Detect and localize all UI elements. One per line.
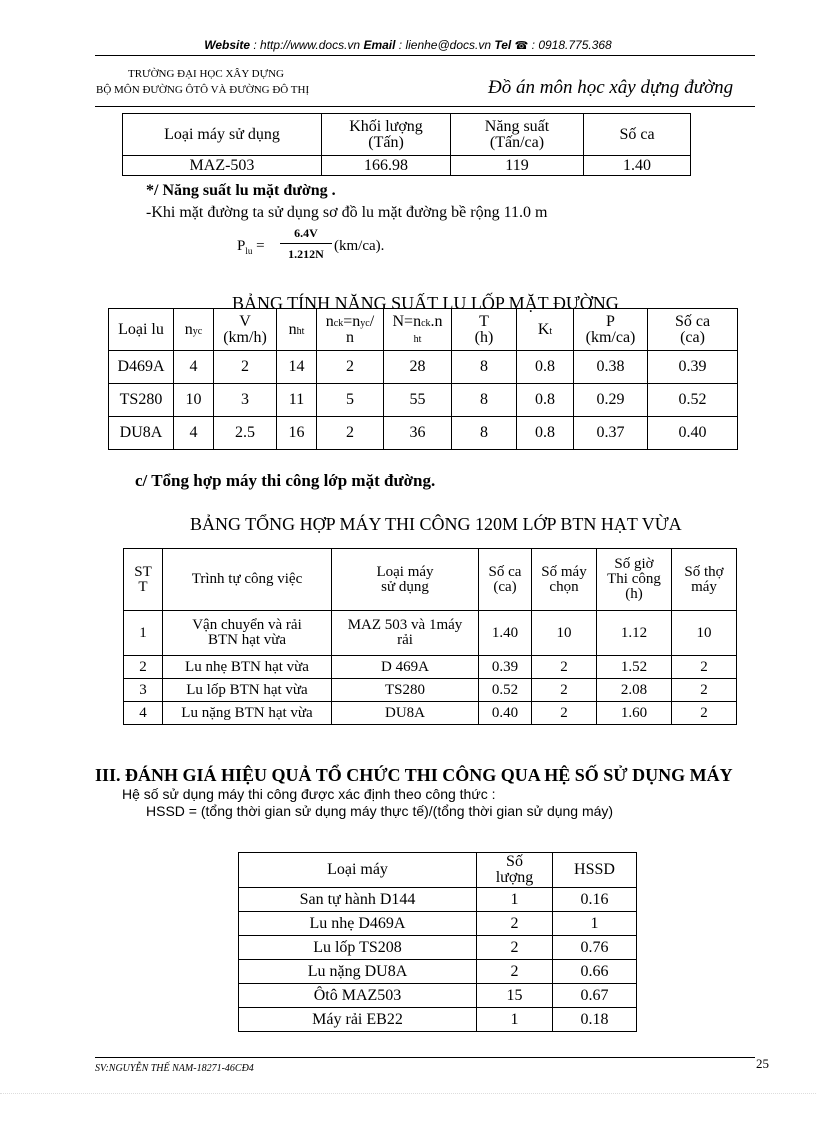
table-row bbox=[124, 702, 737, 725]
table-header-cell: nyc bbox=[174, 309, 214, 351]
table-cell: 2 bbox=[124, 656, 163, 679]
project-title: Đồ án môn học xây dựng đường bbox=[488, 77, 734, 98]
table-cell: 1.60 bbox=[597, 702, 672, 725]
department-name: BỘ MÔN ĐƯỜNG ÔTÔ VÀ ĐƯỜNG ĐÔ THỊ bbox=[96, 84, 310, 96]
table-cell: 3 bbox=[124, 679, 163, 702]
table-cell: 3 bbox=[214, 384, 277, 417]
table-row bbox=[109, 384, 738, 417]
machine-summary-table bbox=[123, 548, 737, 725]
table-cell: 2 bbox=[672, 679, 737, 702]
table-cell: 11 bbox=[277, 384, 317, 417]
table-cell: 16 bbox=[277, 417, 317, 450]
table-cell: 1.12 bbox=[597, 611, 672, 656]
table-cell: 10 bbox=[174, 384, 214, 417]
table-cell: 2 bbox=[317, 417, 384, 450]
section-heading-roller: */ Năng suất lu mặt đường . bbox=[146, 182, 336, 199]
table-cell: 2 bbox=[672, 656, 737, 679]
table-cell: MAZ 503 và 1máy rải bbox=[332, 611, 479, 656]
table-header-cell: Loại máy sử dụng bbox=[332, 549, 479, 611]
table-cell: 36 bbox=[384, 417, 452, 450]
table-cell: DU8A bbox=[109, 417, 174, 450]
table-cell: 2 bbox=[672, 702, 737, 725]
website-header bbox=[0, 38, 816, 52]
table-cell: 2 bbox=[477, 960, 553, 984]
table-cell: 8 bbox=[452, 417, 517, 450]
table-cell: 14 bbox=[277, 351, 317, 384]
tel-number: : 0918.775.368 bbox=[528, 38, 612, 52]
table-row bbox=[109, 417, 738, 450]
hssd-formula-text: HSSD = (tổng thời gian sử dụng máy thực tế)/(tổng thời gian sử dụng máy) bbox=[146, 803, 614, 819]
table-cell: Ôtô MAZ503 bbox=[239, 984, 477, 1008]
table-cell: 0.39 bbox=[479, 656, 532, 679]
table-cell: 0.66 bbox=[553, 960, 637, 984]
table-cell: 0.52 bbox=[648, 384, 738, 417]
table-header-cell: nht bbox=[277, 309, 317, 351]
table-cell: 2 bbox=[532, 679, 597, 702]
table-row bbox=[124, 679, 737, 702]
table-cell: Lu nặng BTN hạt vừa bbox=[163, 702, 332, 725]
table-header-cell: Số ca (ca) bbox=[479, 549, 532, 611]
header-top-rule bbox=[95, 55, 755, 56]
table-cell: 2 bbox=[317, 351, 384, 384]
website-label: Website bbox=[204, 38, 251, 52]
school-name: TRƯỜNG ĐẠI HỌC XÂY DỰNG bbox=[128, 68, 284, 80]
table-cell: TS280 bbox=[332, 679, 479, 702]
table-row bbox=[124, 656, 737, 679]
table-cell: TS280 bbox=[109, 384, 174, 417]
hssd-table bbox=[238, 852, 637, 1032]
table-header-cell: Số máy chọn bbox=[532, 549, 597, 611]
table-cell: 15 bbox=[477, 984, 553, 1008]
table-cell: 4 bbox=[174, 417, 214, 450]
table-header-cell: HSSD bbox=[553, 853, 637, 888]
table-cell: 10 bbox=[532, 611, 597, 656]
table-cell: 0.8 bbox=[517, 384, 574, 417]
table-cell: 1.40 bbox=[584, 156, 691, 176]
table-header-row bbox=[239, 853, 637, 888]
table-header-cell: Số lượng bbox=[477, 853, 553, 888]
table-cell: 5 bbox=[317, 384, 384, 417]
table-cell: 0.8 bbox=[517, 417, 574, 450]
table-cell: MAZ-503 bbox=[123, 156, 322, 176]
table-header-cell: T (h) bbox=[452, 309, 517, 351]
email-address[interactable]: : lienhe@docs.vn bbox=[395, 38, 495, 52]
table-cell: San tự hành D144 bbox=[239, 888, 477, 912]
table-header-cell: Số giờ Thi công (h) bbox=[597, 549, 672, 611]
table-row bbox=[123, 156, 691, 176]
table-cell: 0.52 bbox=[479, 679, 532, 702]
table-cell: 55 bbox=[384, 384, 452, 417]
section-heading-iii: III. ĐÁNH GIÁ HIỆU QUẢ TỔ CHỨC THI CÔNG QUA HỆ SỐ SỬ DỤNG MÁY bbox=[95, 765, 733, 785]
table-cell: 28 bbox=[384, 351, 452, 384]
table-cell: 0.39 bbox=[648, 351, 738, 384]
student-name: SV:NGUYỄN THẾ NAM-18271-46CĐ4 bbox=[95, 1063, 254, 1074]
table-row bbox=[109, 351, 738, 384]
table-header-cell: Năng suất (Tấn/ca) bbox=[451, 114, 584, 156]
table-cell: 0.76 bbox=[553, 936, 637, 960]
table-cell: Vận chuyển và rải BTN hạt vừa bbox=[163, 611, 332, 656]
table-cell: Lu nhẹ BTN hạt vừa bbox=[163, 656, 332, 679]
table-row bbox=[124, 611, 737, 656]
roller-table-title: BẢNG TÍNH NĂNG SUẤT LU LỐP MẶT ĐƯỜNG bbox=[232, 293, 619, 313]
table-header-row bbox=[124, 549, 737, 611]
table-header-row bbox=[109, 309, 738, 351]
table-cell: 0.8 bbox=[517, 351, 574, 384]
table-header-cell: Loại máy bbox=[239, 853, 477, 888]
formula-numerator: 6.4V bbox=[280, 226, 332, 244]
table-row bbox=[239, 1008, 637, 1032]
table-cell: 0.40 bbox=[479, 702, 532, 725]
table-header-cell: Số thợ máy bbox=[672, 549, 737, 611]
footer-rule bbox=[95, 1057, 755, 1058]
page-number: 25 bbox=[756, 1056, 769, 1071]
section-heading-c: c/ Tổng hợp máy thi công lớp mặt đường. bbox=[135, 471, 436, 490]
table-header-cell: Trình tự công việc bbox=[163, 549, 332, 611]
table-header-cell: Số ca bbox=[584, 114, 691, 156]
table-cell: 2.5 bbox=[214, 417, 277, 450]
hssd-intro-text: Hệ số sử dụng máy thi công được xác định theo công thức : bbox=[122, 786, 496, 802]
tel-label: Tel bbox=[494, 38, 512, 52]
table-cell: Lu lốp TS208 bbox=[239, 936, 477, 960]
table-cell: 0.37 bbox=[574, 417, 648, 450]
table-header-cell: Số ca (ca) bbox=[648, 309, 738, 351]
table-cell: Máy rải EB22 bbox=[239, 1008, 477, 1032]
table-cell: 8 bbox=[452, 384, 517, 417]
table-cell: 0.40 bbox=[648, 417, 738, 450]
table-header-cell: Khối lượng (Tấn) bbox=[322, 114, 451, 156]
table-row bbox=[239, 984, 637, 1008]
table-cell: 10 bbox=[672, 611, 737, 656]
header-bottom-rule bbox=[95, 106, 755, 107]
table-cell: 4 bbox=[124, 702, 163, 725]
table-cell: Lu nhẹ D469A bbox=[239, 912, 477, 936]
table-cell: 2.08 bbox=[597, 679, 672, 702]
table-cell: 1 bbox=[553, 912, 637, 936]
table-row bbox=[239, 888, 637, 912]
table-cell: 2 bbox=[532, 656, 597, 679]
summary-table-title: BẢNG TỔNG HỢP MÁY THI CÔNG 120M LỚP BTN HẠT VỪA bbox=[190, 514, 682, 534]
table-cell: 1 bbox=[477, 888, 553, 912]
table-cell: D 469A bbox=[332, 656, 479, 679]
table-row bbox=[239, 960, 637, 984]
table-cell: 1.52 bbox=[597, 656, 672, 679]
table-header-cell: V (km/h) bbox=[214, 309, 277, 351]
table-row bbox=[239, 936, 637, 960]
table-cell: 1 bbox=[477, 1008, 553, 1032]
table-row bbox=[239, 912, 637, 936]
formula-denominator: 1.212N bbox=[288, 247, 324, 261]
table-cell: 2 bbox=[214, 351, 277, 384]
table-header-cell: P (km/ca) bbox=[574, 309, 648, 351]
table-cell: 0.16 bbox=[553, 888, 637, 912]
email-label: Email bbox=[363, 38, 396, 52]
truck-productivity-table bbox=[122, 113, 691, 176]
table-cell: Lu nặng DU8A bbox=[239, 960, 477, 984]
table-cell: DU8A bbox=[332, 702, 479, 725]
table-header-cell: nck=nyc/ n bbox=[317, 309, 384, 351]
table-cell: Lu lốp BTN hạt vừa bbox=[163, 679, 332, 702]
table-cell: 0.38 bbox=[574, 351, 648, 384]
table-header-row bbox=[123, 114, 691, 156]
table-header-cell: Loại máy sử dụng bbox=[123, 114, 322, 156]
table-header-cell: ST T bbox=[124, 549, 163, 611]
table-cell: 2 bbox=[477, 912, 553, 936]
table-header-cell: N=nck.n ht bbox=[384, 309, 452, 351]
table-header-cell: Loại lu bbox=[109, 309, 174, 351]
table-cell: 2 bbox=[532, 702, 597, 725]
roller-text: -Khi mặt đường ta sử dụng sơ đồ lu mặt đường bề rộng 11.0 m bbox=[146, 204, 548, 221]
table-cell: 0.29 bbox=[574, 384, 648, 417]
table-cell: 2 bbox=[477, 936, 553, 960]
table-cell: 119 bbox=[451, 156, 584, 176]
roller-productivity-table bbox=[108, 308, 738, 450]
table-cell: 1 bbox=[124, 611, 163, 656]
table-cell: 4 bbox=[174, 351, 214, 384]
page-bottom-border bbox=[0, 1093, 816, 1094]
table-cell: 8 bbox=[452, 351, 517, 384]
table-cell: 166.98 bbox=[322, 156, 451, 176]
table-cell: D469A bbox=[109, 351, 174, 384]
table-header-cell: Kt bbox=[517, 309, 574, 351]
website-url[interactable]: : http://www.docs.vn bbox=[250, 38, 364, 52]
table-cell: 0.67 bbox=[553, 984, 637, 1008]
table-cell: 1.40 bbox=[479, 611, 532, 656]
table-cell: 0.18 bbox=[553, 1008, 637, 1032]
phone-icon: ☎ bbox=[514, 40, 529, 52]
